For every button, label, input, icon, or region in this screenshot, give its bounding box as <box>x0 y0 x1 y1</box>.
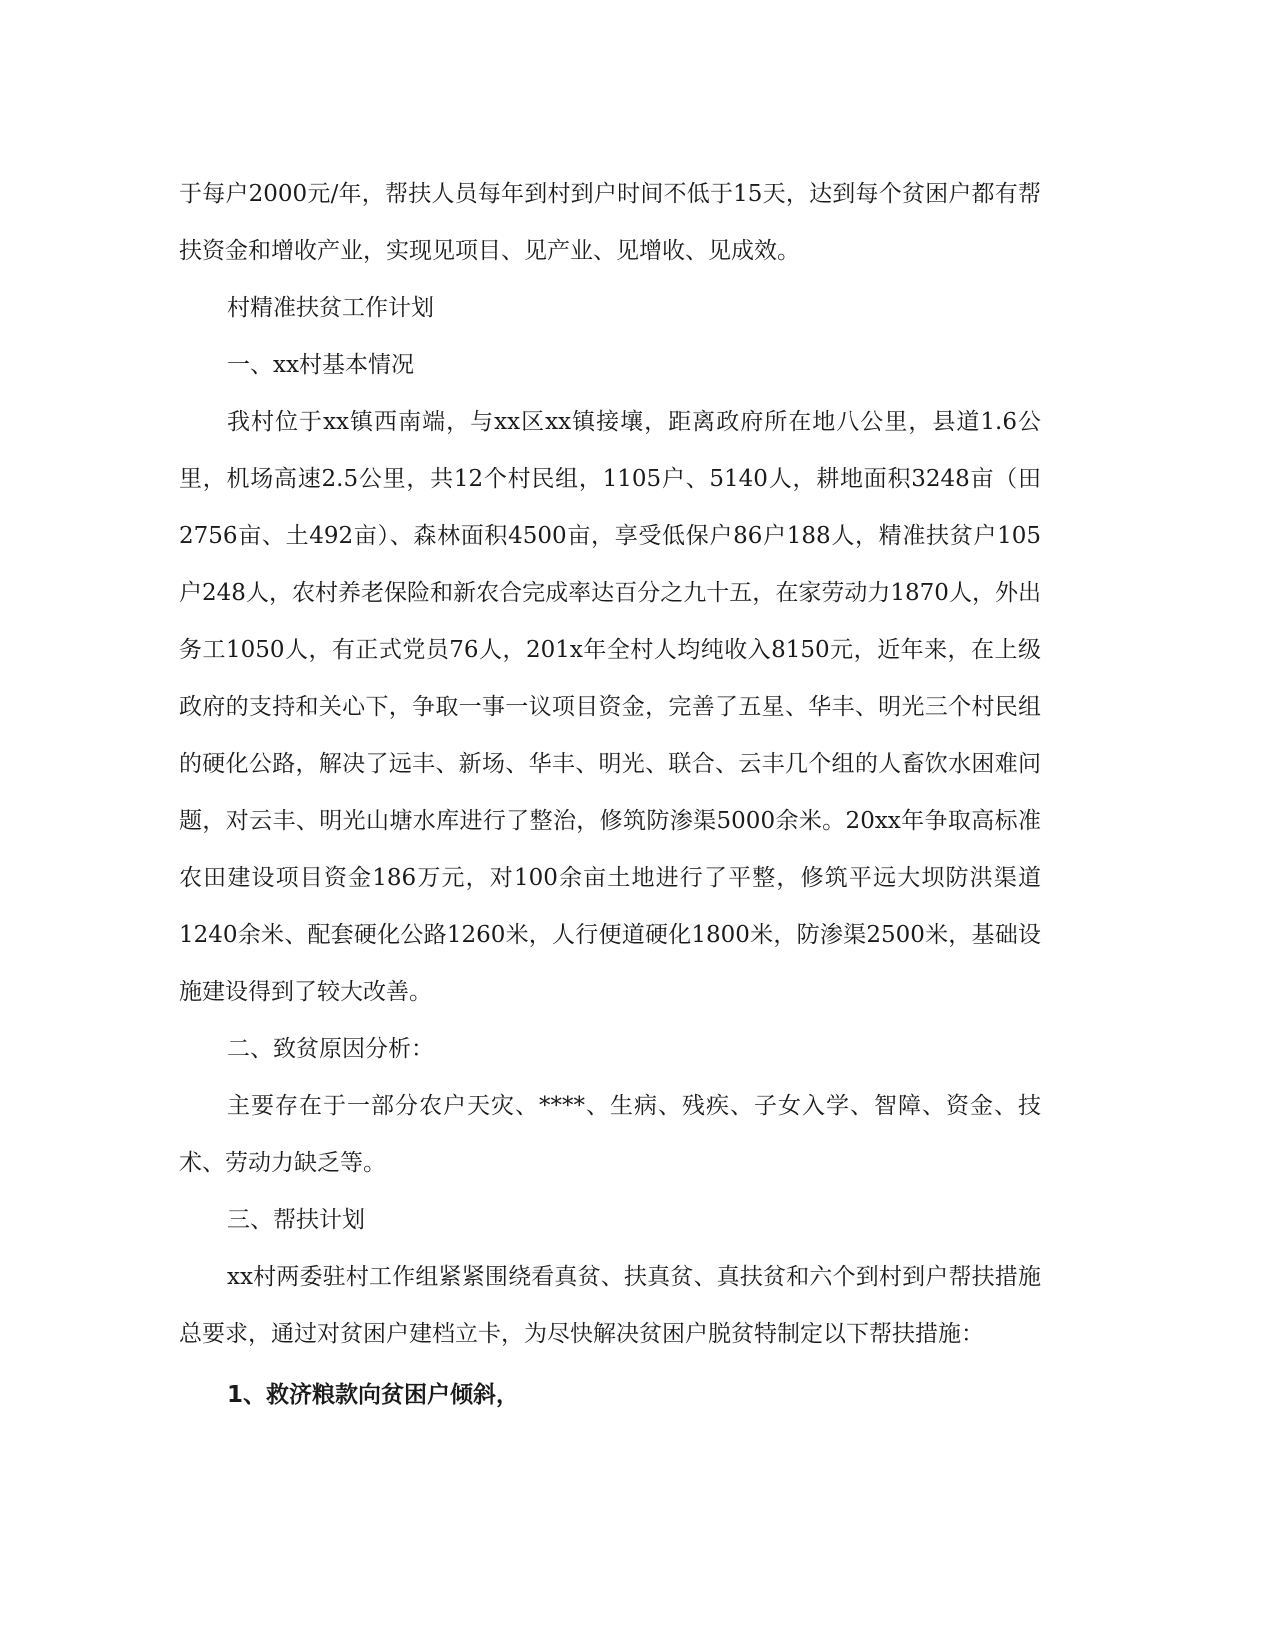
document-title: 村精准扶贫工作计划 <box>227 295 434 321</box>
section-heading-poverty-causes: 二、致贫原因分析： <box>227 1036 434 1062</box>
section-heading-basic-situation: 一、xx村基本情况 <box>227 352 414 378</box>
paragraph-assistance-plan: xx村两委驻村工作组紧紧围绕看真贫、扶真贫、真扶贫和六个到村到户帮扶措施总要求，通过对贫困户建档立卡，为尽快解决贫困户脱贫特制定以下帮扶措施： <box>179 1264 1041 1347</box>
paragraph-continuation: 于每户2000元/年，帮扶人员每年到村到户时间不低于15天，达到每个贫困户都有帮扶资金和增收产业，实现见项目、见产业、见增收、见成效。 <box>179 181 1041 264</box>
document-body <box>179 166 1041 1424</box>
paragraph-poverty-causes: 主要存在于一部分农户天灾、****、生病、残疾、子女入学、智障、资金、技术、劳动力缺乏等。 <box>179 1093 1041 1176</box>
paragraph-basic-situation: 我村位于xx镇西南端，与xx区xx镇接壤，距离政府所在地八公里，县道1.6公里，机场高速2.5公里，共12个村民组，1105户、5140人，耕地面积3248亩（田2756亩、土492亩）、森林面积4500亩，享受低保户86户188人，精准扶贫户105户248人，农村养老保险和新农合完成率达百分之九十五，在家劳动力1870人，外出务工1050人，有正式党员76人，201x年全村人均纯收入8150元，近年来，在上级政府的支持和关心下，争取一事一议项目资金，完善了五星、华丰、明光三个村民组的硬化公路，解决了远丰、新场、华丰、明光、联合、云丰几个组的人畜饮水困难问题，对云丰、明光山塘水库进行了整治，修筑防渗渠5000余米。20xx年争取高标准农田建设项目资金186万元，对100余亩土地进行了平整，修筑平远大坝防洪渠道1240余米、配套硬化公路1260米，人行便道硬化1800米，防渗渠2500米，基础设施建设得到了较大改善。 <box>179 409 1041 1005</box>
section-heading-assistance-plan: 三、帮扶计划 <box>227 1207 365 1233</box>
subheading-relief-funds: 1、救济粮款向贫困户倾斜， <box>227 1382 520 1408</box>
